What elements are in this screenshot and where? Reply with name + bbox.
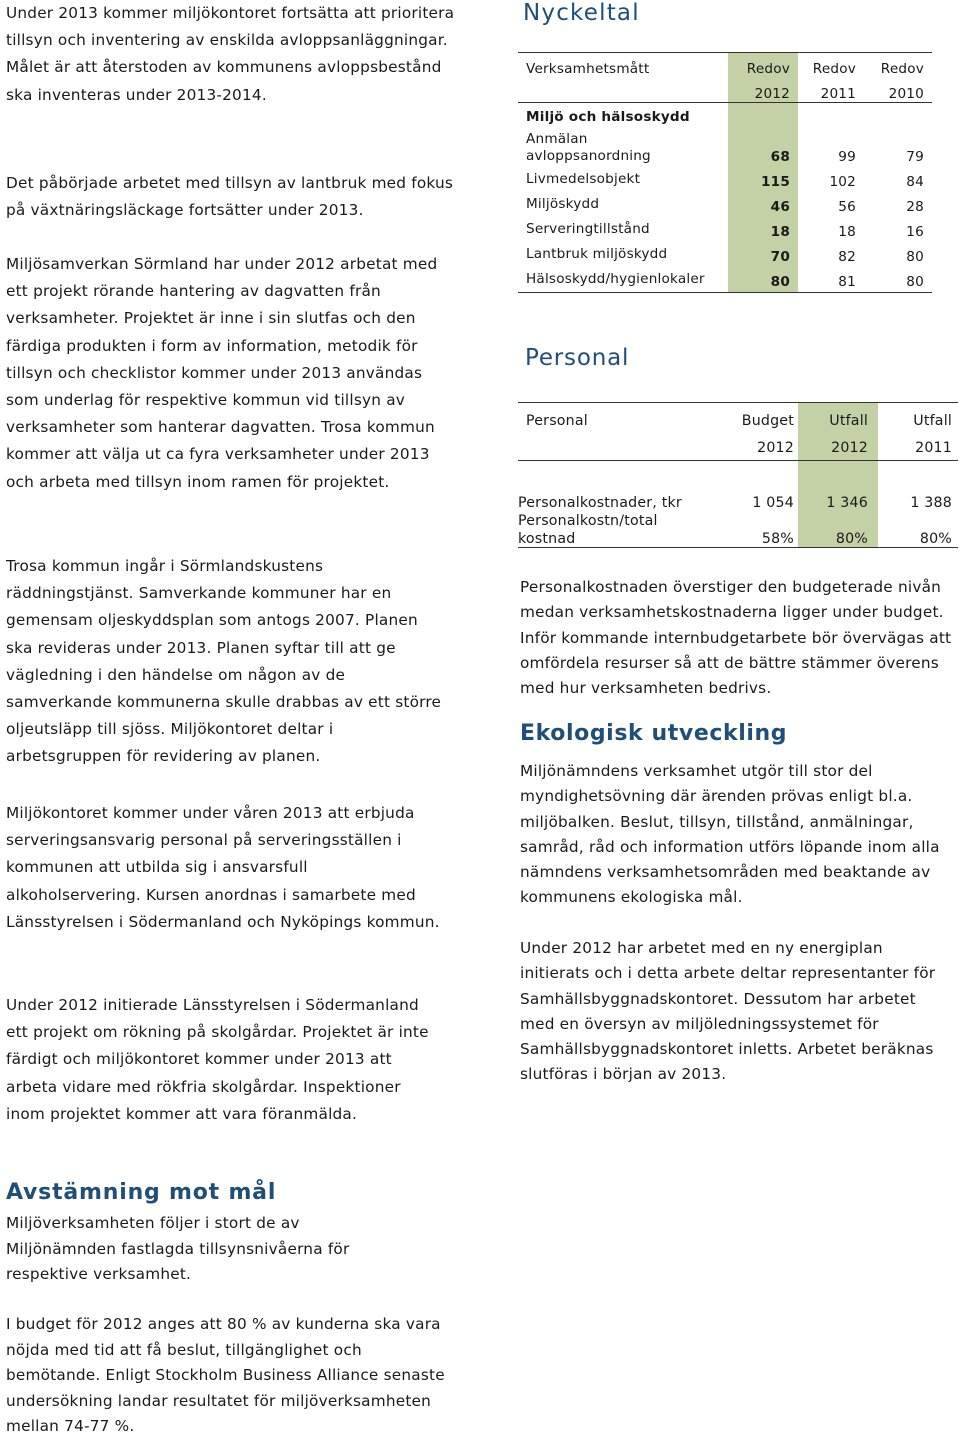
header-year-1: 2012 bbox=[754, 86, 790, 102]
row-value-2010: 80 bbox=[906, 249, 924, 265]
row-value-2010: 28 bbox=[906, 199, 924, 215]
table-rule-bottom bbox=[518, 292, 932, 293]
header-label: Verksamhetsmått bbox=[526, 61, 650, 77]
header-year-2: 2011 bbox=[820, 86, 856, 102]
group-label: Miljö och hälsoskydd bbox=[526, 109, 690, 125]
paragraph-alkohol: Miljökontoret kommer under våren 2013 att erbjuda serveringsansvarig personal på serveringsställen i kommunen att utbilda sig i ansvarsfull alkoholservering. Kursen anordnas i samarbete med Länsstyrelsen i Södermanland och Nyköpings kommun. bbox=[6, 804, 440, 931]
row-value-utfall-2011: 1 388 bbox=[910, 495, 952, 511]
header-col-1: Budget bbox=[741, 413, 794, 429]
paragraph-rokning: Under 2012 initierade Länsstyrelsen i Södermanland ett projekt om rökning på skolgårdar. Projektet är inte färdigt och miljökontoret kommer under 2013 att arbeta vidare med rökfria skolgårdar. Inspektioner inom projektet kommer att vara föranmälda. bbox=[6, 996, 429, 1123]
row-value-budget-2012: 58% bbox=[761, 531, 794, 547]
table-rule-top bbox=[518, 52, 932, 53]
heading-ekologisk: Ekologisk utveckling bbox=[520, 721, 788, 746]
row-label-line1: Anmälan bbox=[526, 131, 588, 147]
paragraph-personal: Personalkostnaden överstiger den budgeterade nivån medan verksamhetskostnaderna ligger under budget. Inför kommande internbudgetarbete bör övervägas att omfördela resurser så att de bättre stämmer överens med hur verksamheten bedrivs. bbox=[520, 578, 952, 698]
paragraph-ekologisk-1: Miljönämndens verksamhet utgör till stor del myndighetsövning där ärenden prövas enligt bl.a. miljöbalken. Beslut, tillsyn, tillstånd, anmälningar, samråd, råd och information utförs löpande inom alla nämndens verksamhetsområden med beaktande av kommunens ekologiska mål. bbox=[520, 762, 940, 907]
row-label-line1: Lantbruk miljöskydd bbox=[526, 246, 668, 262]
header-col-2: Redov bbox=[812, 61, 856, 77]
row-value-2012: 18 bbox=[770, 224, 790, 240]
header-col-3: Utfall bbox=[913, 413, 952, 429]
table-rule-top bbox=[518, 402, 958, 403]
row-label-line1: Serveringtillstånd bbox=[526, 221, 650, 237]
row-label-line2: kostnad bbox=[518, 531, 576, 547]
row-value-2012: 46 bbox=[770, 199, 790, 215]
row-value-2010: 84 bbox=[906, 174, 924, 190]
heading-avstamning: Avstämning mot mål bbox=[6, 1180, 277, 1205]
header-col-2: Utfall bbox=[829, 413, 868, 429]
paragraph-avlopp: Under 2013 kommer miljökontoret fortsätta att prioritera tillsyn och inventering av enskilda avloppsanläggningar. Målet är att återstoden av kommunens avloppsbestånd ska inventeras under 2013-2014. bbox=[6, 4, 455, 104]
paragraph-avstamning-2: I budget för 2012 anges att 80 % av kunderna ska vara nöjda med tid att få beslut, tillgänglighet och bemötande. Enligt Stockholm Business Alliance senaste undersökning landar resultatet för miljöverksamheten mellan 74-77 %. bbox=[6, 1315, 445, 1436]
heading-nyckeltal: Nyckeltal bbox=[523, 0, 640, 26]
row-value-2011: 18 bbox=[838, 224, 856, 240]
paragraph-lantbruk: Det påbörjade arbetet med tillsyn av lantbruk med fokus på växtnäringsläckage fortsätter under 2013. bbox=[6, 174, 454, 220]
header-year-3: 2011 bbox=[915, 440, 952, 456]
row-value-2011: 102 bbox=[829, 174, 856, 190]
row-value-utfall-2012: 80% bbox=[835, 531, 868, 547]
paragraph-dagvatten: Miljösamverkan Sörmland har under 2012 arbetat med ett projekt rörande hantering av dagvatten från verksamheter. Projektet är inne i sin slutfas och den färdiga produkten i form av information, metodik för tillsyn och checklistor kommer under 2013 användas som underlag för respektive kommun vid tillsyn av verksamheter som hanterar dagvatten. Trosa kommun kommer att välja ut ca fyra verksamheter under 2013 och arbeta med tillsyn inom ramen för projektet. bbox=[6, 255, 438, 491]
table-rule-header bbox=[518, 102, 932, 103]
row-label-line1: Hälsoskydd/hygienlokaler bbox=[526, 271, 705, 287]
row-value-2012: 70 bbox=[770, 249, 790, 265]
paragraph-oljeskydd: Trosa kommun ingår i Sörmlandskustens räddningstjänst. Samverkande kommuner har en gemensam oljeskyddsplan som antogs 2007. Planen ska revideras under 2013. Planen syftar till att ge vägledning i den händelse om någon av de samverkande kommunerna skulle drabbas av ett större oljeutsläpp till sjöss. Miljökontoret deltar i arbetsgruppen för revidering av planen. bbox=[6, 557, 442, 766]
row-value-2010: 16 bbox=[906, 224, 924, 240]
row-value-2012: 68 bbox=[770, 149, 790, 165]
header-year-3: 2010 bbox=[888, 86, 924, 102]
row-value-budget-2012: 1 054 bbox=[752, 495, 794, 511]
row-label-line1: Personalkostn/total bbox=[518, 513, 658, 529]
row-value-2011: 99 bbox=[838, 149, 856, 165]
header-col-3: Redov bbox=[880, 61, 924, 77]
header-col-1: Redov bbox=[746, 61, 790, 77]
heading-personal: Personal bbox=[525, 345, 630, 371]
row-value-2011: 81 bbox=[838, 274, 856, 290]
row-label-line1: Miljöskydd bbox=[526, 196, 600, 212]
row-value-utfall-2011: 80% bbox=[919, 531, 952, 547]
table-rule-header bbox=[518, 460, 958, 461]
row-value-2011: 56 bbox=[838, 199, 856, 215]
paragraph-avstamning-1: Miljöverksamheten följer i stort de av Miljönämnden fastlagda tillsynsnivåerna för respektive verksamhet. bbox=[6, 1214, 350, 1284]
row-value-utfall-2012: 1 346 bbox=[826, 495, 868, 511]
header-year-1: 2012 bbox=[757, 440, 794, 456]
row-label-line1: Personalkostnader, tkr bbox=[518, 495, 682, 511]
header-label: Personal bbox=[526, 413, 588, 429]
table-rule-bottom bbox=[518, 547, 958, 548]
header-year-2: 2012 bbox=[831, 440, 868, 456]
row-value-2012: 115 bbox=[761, 174, 790, 190]
row-value-2012: 80 bbox=[770, 274, 790, 290]
row-value-2010: 79 bbox=[906, 149, 924, 165]
row-label-line2: avloppsanordning bbox=[526, 148, 651, 164]
row-value-2010: 80 bbox=[906, 274, 924, 290]
row-label-line1: Livmedelsobjekt bbox=[526, 171, 641, 187]
row-value-2011: 82 bbox=[838, 249, 856, 265]
paragraph-ekologisk-2: Under 2012 har arbetet med en ny energiplan initierats och i detta arbete deltar representanter för Samhällsbyggnadskontoret. Dessutom har arbetet med en översyn av miljöledningssystemet för Samhällsbyggnadskontoret inletts. Arbetet beräknas slutföras i början av 2013. bbox=[520, 939, 936, 1084]
